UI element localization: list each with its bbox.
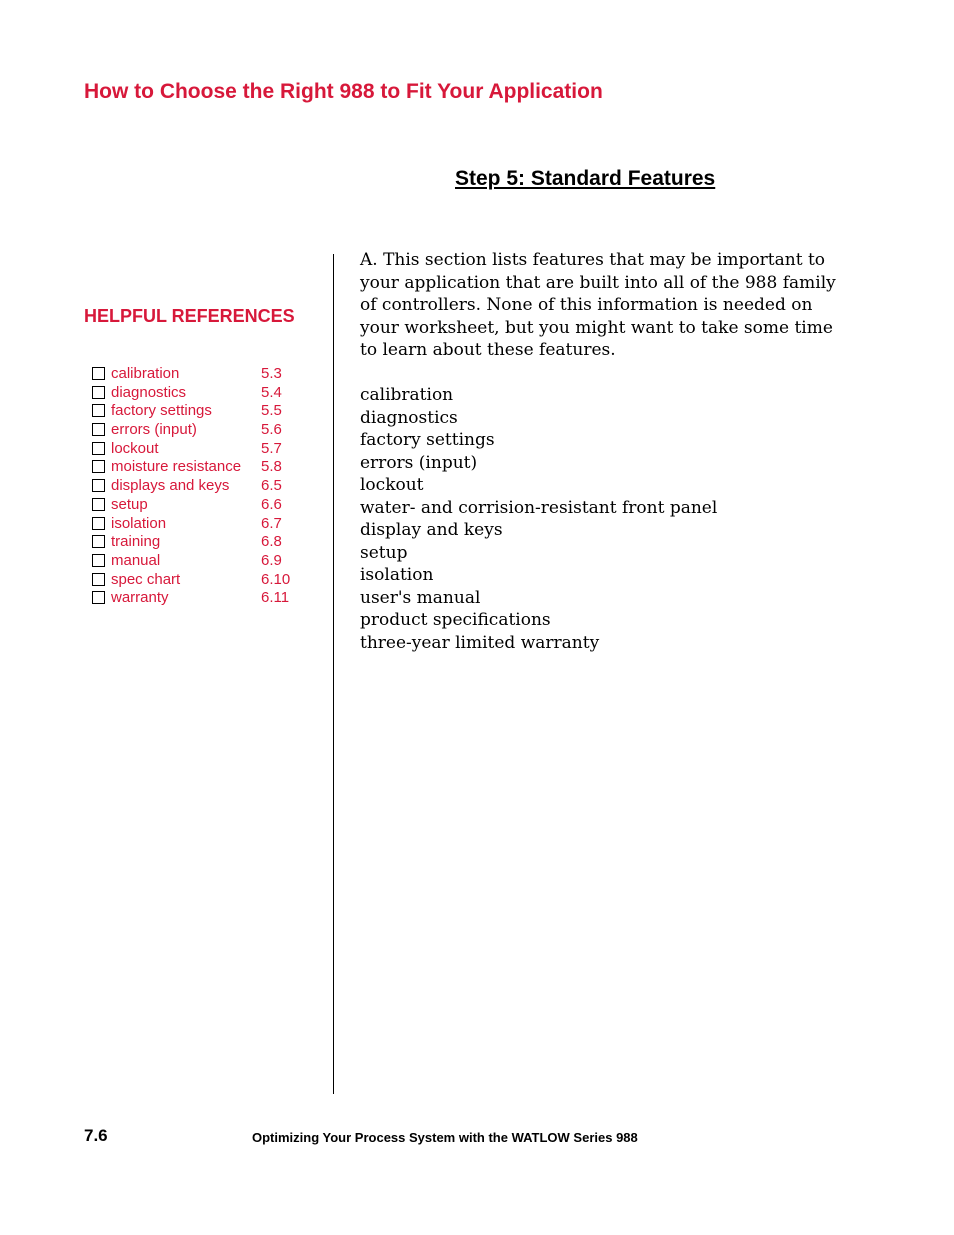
checkbox[interactable]: [92, 442, 105, 455]
reference-item[interactable]: [92, 402, 322, 421]
reference-item[interactable]: [92, 440, 322, 459]
reference-page: 6.10: [261, 570, 291, 588]
reference-page: 5.5: [261, 402, 282, 420]
helpful-references-list: [92, 365, 322, 608]
feature-item: isolation: [360, 565, 434, 585]
checkbox[interactable]: [92, 404, 105, 417]
footer-title: Optimizing Your Process System with the WATLOW Series 988: [252, 1130, 638, 1145]
reference-label: spec chart: [111, 570, 181, 588]
intro-paragraph: A. This section lists features that may be important to your application that are built into all of the 988 family of controllers. None of this information is needed on your worksheet, but you might want to take some time to learn about these features.: [360, 250, 836, 360]
reference-item[interactable]: [92, 384, 322, 403]
reference-item[interactable]: [92, 477, 322, 496]
feature-item: calibration: [360, 385, 454, 405]
reference-page: 5.6: [261, 421, 282, 439]
reference-page: 5.4: [261, 383, 282, 401]
checkbox[interactable]: [92, 386, 105, 399]
reference-item[interactable]: [92, 515, 322, 534]
reference-label: lockout: [111, 439, 159, 457]
reference-item[interactable]: [92, 589, 322, 608]
reference-page: 6.5: [261, 477, 282, 495]
reference-label: factory settings: [111, 402, 212, 420]
reference-label: warranty: [111, 589, 169, 607]
page-title: How to Choose the Right 988 to Fit Your Application: [84, 80, 603, 103]
feature-item: three-year limited warranty: [360, 632, 600, 653]
column-divider: [333, 254, 334, 1094]
reference-item[interactable]: [92, 496, 322, 515]
checkbox[interactable]: [92, 591, 105, 604]
checkbox[interactable]: [92, 554, 105, 567]
checkbox[interactable]: [92, 479, 105, 492]
helpful-references-heading: HELPFUL REFERENCES: [84, 306, 295, 326]
reference-label: setup: [111, 495, 148, 513]
reference-item[interactable]: [92, 458, 322, 477]
reference-item[interactable]: [92, 533, 322, 552]
feature-item: water- and corrision-resistant front panel: [360, 497, 718, 518]
feature-item: setup: [360, 542, 408, 563]
reference-label: errors (input): [111, 421, 197, 439]
feature-item: display and keys: [360, 520, 503, 540]
reference-page: 5.7: [261, 439, 282, 457]
reference-page: 6.8: [261, 533, 282, 551]
reference-label: calibration: [111, 365, 180, 382]
reference-item[interactable]: [92, 571, 322, 590]
section-title: Step 5: Standard Features: [455, 167, 716, 190]
reference-page: 5.3: [261, 365, 282, 382]
reference-label: diagnostics: [111, 383, 187, 401]
feature-item: diagnostics: [360, 407, 458, 428]
page-number: 7.6: [84, 1126, 108, 1145]
checkbox[interactable]: [92, 460, 105, 473]
reference-label: moisture resistance: [111, 458, 242, 476]
reference-page: 6.9: [261, 551, 282, 569]
reference-label: isolation: [111, 514, 167, 532]
checkbox[interactable]: [92, 498, 105, 511]
reference-page: 6.11: [261, 589, 290, 607]
reference-item[interactable]: [92, 552, 322, 571]
checkbox[interactable]: [92, 367, 105, 380]
feature-item: factory settings: [360, 430, 495, 450]
reference-page: 6.7: [261, 514, 282, 532]
reference-item[interactable]: [92, 421, 322, 440]
checkbox[interactable]: [92, 517, 105, 530]
reference-page: 6.6: [261, 495, 282, 513]
reference-item[interactable]: [92, 365, 322, 384]
checkbox[interactable]: [92, 573, 105, 586]
feature-item: user's manual: [360, 587, 481, 608]
feature-item: errors (input): [360, 452, 478, 473]
reference-label: training: [111, 533, 161, 551]
feature-item: product specifications: [360, 610, 551, 630]
reference-label: displays and keys: [111, 477, 230, 495]
reference-label: manual: [111, 551, 161, 569]
checkbox[interactable]: [92, 423, 105, 436]
feature-item: lockout: [360, 475, 424, 495]
reference-page: 5.8: [261, 458, 282, 476]
checkbox[interactable]: [92, 535, 105, 548]
features-list: [360, 384, 717, 654]
